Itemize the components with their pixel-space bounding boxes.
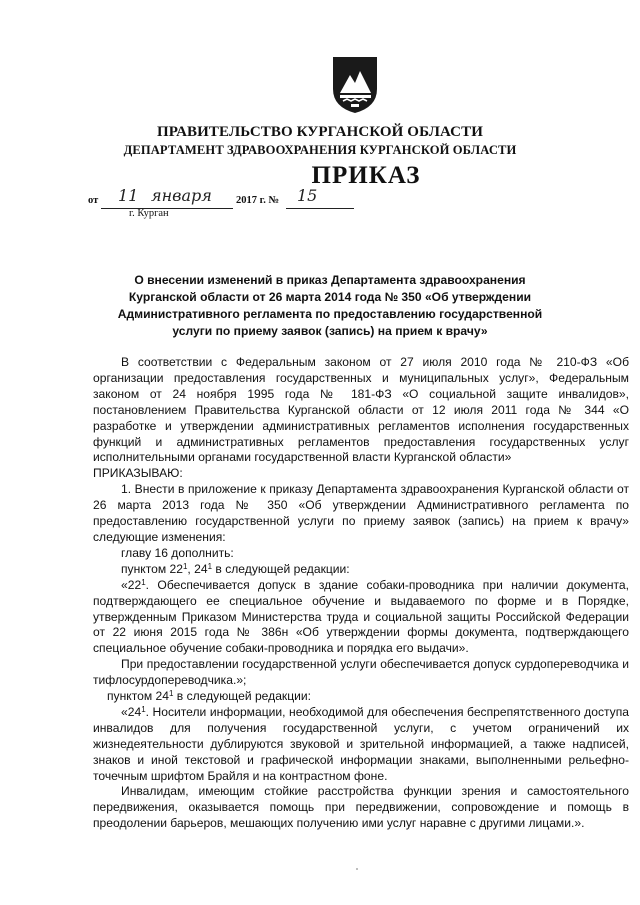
government-name: ПРАВИТЕЛЬСТВО КУРГАНСКОЙ ОБЛАСТИ [157,124,483,140]
document-type: ПРИКАЗ [311,162,421,189]
order-word: ПРИКАЗЫВАЮ: [93,466,183,481]
department-name: ДЕПАРТАМЕНТ ЗДРАВООХРАНЕНИЯ КУРГАНСКОЙ ОБЛАСТИ [123,143,517,157]
document-body [93,355,629,832]
order-number: 15 [297,186,318,205]
date-from-label: от [88,195,99,206]
number-underline [286,208,354,209]
scan-dot [356,868,358,870]
item-1-paragraph: 1. Внести в приложение к приказу Департамента здравоохранения Курганской области от 26 марта 2013 года № 350 «Об утверждении Административного регламента по предоставлению государственной услуги по приему заявок (запись) на прием к врачу» следующие изменения: [93,482,629,544]
date-month: января [151,186,212,205]
point-24-line: пунктом $24^1$ в следующей редакции: [107,689,312,704]
point-22-paragraph-2: При предоставлении государственной услуги обеспечивается допуск сурдопереводчика и тифлосурдопереводчика.»; [93,657,629,688]
coat-of-arms-icon [331,55,379,115]
point-24-paragraph: «$24^1$. Носители информации, необходимой для обеспечения беспрепятственного доступа инвалидов для получения государственной услуги, с учетом ограничений их жизнедеятельности дублируются звуковой и зрительной информацией, а также надписей, знаков и иной текстовой и графической информации знаками, выполненными рельефно-точечным шрифтом Брайля и на контрастном фоне. [93,704,629,783]
chapter-16-line: главу 16 дополнить: [121,545,234,560]
points-line: пунктом $22^1$, $24^1$ в следующей редакции: [121,561,350,576]
document-title: О внесении изменений в приказ Департамента здравоохранения Курганской области от 26 марта 2014 года № 350 «Об утверждении Административного регламента по предоставлению государственной услуги по приему заявок (запись) на прием к врачу» [117,273,543,338]
city-label: г. Курган [129,208,169,219]
preamble-paragraph: В соответствии с Федеральным законом от 27 июля 2010 года № 210-ФЗ «Об организации предоставления государственных и муниципальных услуг», Федеральным законом от 24 ноября 1995 года № 181-ФЗ «О социальной защите инвалидов», постановлением Правительства Курганской области от 12 июля 2011 года № 344 «О разработке и утверждении административных регламентов исполнения государственных функций и административных регламентов предоставления государственных услуг исполнительными органами государственной власти Курганской области» [93,355,629,465]
point-22-paragraph: «$22^1$. Обеспечивается допуск в здание собаки-проводника при наличии документа, подтверждающего ее специальное обучение и выдаваемого по форме и в Порядке, утвержденным Приказом Министерства труда и социальной защиты Российской Федерации от 22 июня 2015 года № 386н «Об утверждении формы документа, подтверждающего специальное обучение собаки-проводника и порядка его выдачи». [93,577,629,656]
date-day: 11 [118,186,139,205]
date-year-label: 2017 г. № [236,195,280,206]
point-24-paragraph-2: Инвалидам, имеющим стойкие расстройства функции зрения и самостоятельного передвижения, оказывается помощь при передвижении, сопровождение и помощь в преодолении барьеров, мешающих получению ими услуг наравне с другими лицами.». [93,784,629,831]
